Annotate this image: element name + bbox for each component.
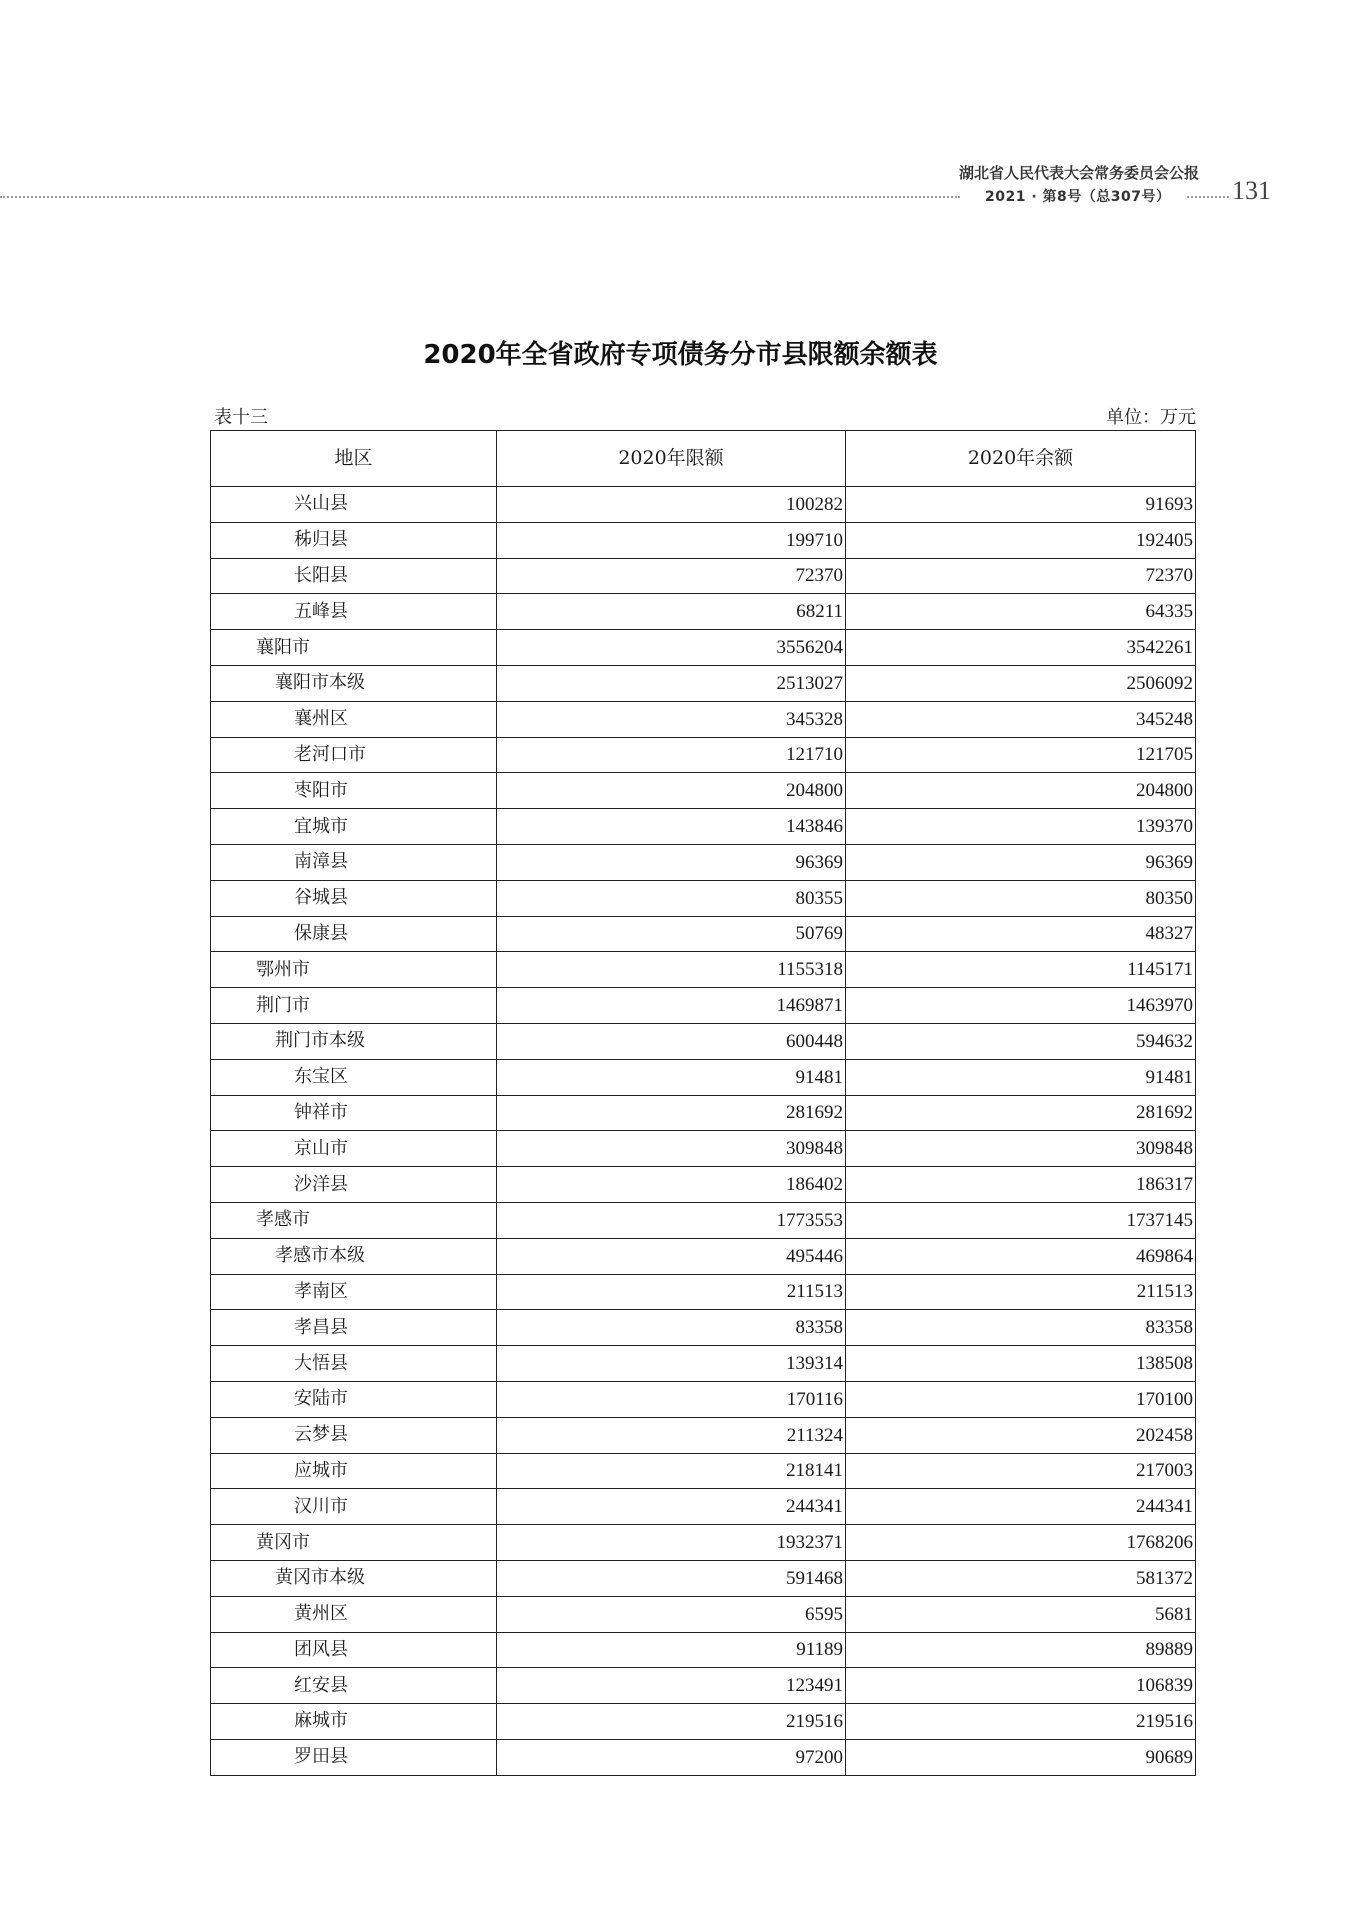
region-cell: 襄阳市 xyxy=(211,630,497,666)
region-cell: 鄂州市 xyxy=(211,952,497,988)
balance-cell: 91693 xyxy=(846,487,1196,523)
balance-cell: 345248 xyxy=(846,701,1196,737)
limit-cell: 211324 xyxy=(497,1417,846,1453)
balance-cell: 217003 xyxy=(846,1453,1196,1489)
table-row xyxy=(211,1346,1196,1382)
region-cell: 五峰县 xyxy=(211,594,497,630)
limit-cell: 600448 xyxy=(497,1023,846,1059)
balance-cell: 1145171 xyxy=(846,952,1196,988)
issue-number: 2021 · 第8号（总307号） xyxy=(985,189,1171,205)
limit-cell: 1155318 xyxy=(497,952,846,988)
region-cell: 沙洋县 xyxy=(211,1167,497,1203)
table-row xyxy=(211,880,1196,916)
table-header xyxy=(211,431,1196,487)
limit-cell: 591468 xyxy=(497,1560,846,1596)
table-row xyxy=(211,1560,1196,1596)
page-number-leader xyxy=(1187,196,1229,198)
region-cell: 秭归县 xyxy=(211,522,497,558)
region-cell: 荆门市 xyxy=(211,988,497,1024)
region-cell: 襄州区 xyxy=(211,701,497,737)
limit-cell: 211513 xyxy=(497,1274,846,1310)
region-cell: 云梦县 xyxy=(211,1417,497,1453)
region-cell: 钟祥市 xyxy=(211,1095,497,1131)
limit-cell: 6595 xyxy=(497,1596,846,1632)
balance-cell: 64335 xyxy=(846,594,1196,630)
limit-cell: 199710 xyxy=(497,522,846,558)
limit-cell: 186402 xyxy=(497,1167,846,1203)
table-row xyxy=(211,1059,1196,1095)
balance-cell: 219516 xyxy=(846,1704,1196,1740)
column-header-limit: 2020年限额 xyxy=(497,431,846,487)
table-row xyxy=(211,487,1196,523)
region-cell: 罗田县 xyxy=(211,1739,497,1775)
region-cell: 汉川市 xyxy=(211,1489,497,1525)
limit-cell: 2513027 xyxy=(497,665,846,701)
limit-cell: 143846 xyxy=(497,809,846,845)
table-row xyxy=(211,1131,1196,1167)
table-unit: 单位：万元 xyxy=(1106,407,1196,428)
table-row xyxy=(211,630,1196,666)
region-cell: 东宝区 xyxy=(211,1059,497,1095)
table-row xyxy=(211,522,1196,558)
region-cell: 团风县 xyxy=(211,1632,497,1668)
page-number: 131 xyxy=(1232,176,1271,205)
region-cell: 黄冈市 xyxy=(211,1525,497,1561)
table-row xyxy=(211,594,1196,630)
table-row xyxy=(211,665,1196,701)
column-header-region: 地区 xyxy=(211,431,497,487)
region-cell: 京山市 xyxy=(211,1131,497,1167)
table-row xyxy=(211,1238,1196,1274)
region-cell: 荆门市本级 xyxy=(211,1023,497,1059)
balance-cell: 594632 xyxy=(846,1023,1196,1059)
balance-cell: 192405 xyxy=(846,522,1196,558)
table-row xyxy=(211,1274,1196,1310)
limit-cell: 244341 xyxy=(497,1489,846,1525)
table-row xyxy=(211,1167,1196,1203)
balance-cell: 121705 xyxy=(846,737,1196,773)
limit-cell: 121710 xyxy=(497,737,846,773)
balance-cell: 211513 xyxy=(846,1274,1196,1310)
balance-cell: 186317 xyxy=(846,1167,1196,1203)
balance-cell: 202458 xyxy=(846,1417,1196,1453)
limit-cell: 219516 xyxy=(497,1704,846,1740)
region-cell: 老河口市 xyxy=(211,737,497,773)
limit-cell: 50769 xyxy=(497,916,846,952)
table-row xyxy=(211,1668,1196,1704)
table-row xyxy=(211,1310,1196,1346)
limit-cell: 3556204 xyxy=(497,630,846,666)
balance-cell: 2506092 xyxy=(846,665,1196,701)
limit-cell: 68211 xyxy=(497,594,846,630)
balance-cell: 138508 xyxy=(846,1346,1196,1382)
region-cell: 宜城市 xyxy=(211,809,497,845)
column-header-balance: 2020年余额 xyxy=(846,431,1196,487)
debt-table xyxy=(210,430,1196,1776)
balance-cell: 5681 xyxy=(846,1596,1196,1632)
limit-cell: 345328 xyxy=(497,701,846,737)
limit-cell: 96369 xyxy=(497,844,846,880)
limit-cell: 100282 xyxy=(497,487,846,523)
limit-cell: 91481 xyxy=(497,1059,846,1095)
balance-cell: 204800 xyxy=(846,773,1196,809)
limit-cell: 281692 xyxy=(497,1095,846,1131)
limit-cell: 495446 xyxy=(497,1238,846,1274)
limit-cell: 170116 xyxy=(497,1381,846,1417)
limit-cell: 72370 xyxy=(497,558,846,594)
table-label: 表十三 xyxy=(214,407,268,428)
balance-cell: 244341 xyxy=(846,1489,1196,1525)
balance-cell: 309848 xyxy=(846,1131,1196,1167)
limit-cell: 218141 xyxy=(497,1453,846,1489)
balance-cell: 469864 xyxy=(846,1238,1196,1274)
table-row xyxy=(211,1632,1196,1668)
balance-cell: 3542261 xyxy=(846,630,1196,666)
table-row xyxy=(211,1023,1196,1059)
limit-cell: 1469871 xyxy=(497,988,846,1024)
balance-cell: 83358 xyxy=(846,1310,1196,1346)
table-body xyxy=(211,487,1196,1776)
balance-cell: 48327 xyxy=(846,916,1196,952)
table-row xyxy=(211,1489,1196,1525)
table-row xyxy=(211,844,1196,880)
region-cell: 大悟县 xyxy=(211,1346,497,1382)
table-row xyxy=(211,737,1196,773)
region-cell: 应城市 xyxy=(211,1453,497,1489)
limit-cell: 97200 xyxy=(497,1739,846,1775)
region-cell: 黄州区 xyxy=(211,1596,497,1632)
table-row xyxy=(211,916,1196,952)
region-cell: 兴山县 xyxy=(211,487,497,523)
region-cell: 红安县 xyxy=(211,1668,497,1704)
region-cell: 孝南区 xyxy=(211,1274,497,1310)
region-cell: 襄阳市本级 xyxy=(211,665,497,701)
region-cell: 安陆市 xyxy=(211,1381,497,1417)
limit-cell: 80355 xyxy=(497,880,846,916)
table-row xyxy=(211,1704,1196,1740)
table-row xyxy=(211,809,1196,845)
balance-cell: 1768206 xyxy=(846,1525,1196,1561)
limit-cell: 91189 xyxy=(497,1632,846,1668)
region-cell: 谷城县 xyxy=(211,880,497,916)
limit-cell: 1773553 xyxy=(497,1202,846,1238)
limit-cell: 83358 xyxy=(497,1310,846,1346)
header-dotted-rule xyxy=(0,196,960,198)
region-cell: 孝感市 xyxy=(211,1202,497,1238)
balance-cell: 1737145 xyxy=(846,1202,1196,1238)
table-row xyxy=(211,1381,1196,1417)
table-row xyxy=(211,1525,1196,1561)
table-row xyxy=(211,1739,1196,1775)
table-row xyxy=(211,1596,1196,1632)
region-cell: 枣阳市 xyxy=(211,773,497,809)
table-row xyxy=(211,988,1196,1024)
balance-cell: 91481 xyxy=(846,1059,1196,1095)
region-cell: 保康县 xyxy=(211,916,497,952)
table-row xyxy=(211,1453,1196,1489)
region-cell: 黄冈市本级 xyxy=(211,1560,497,1596)
table-row xyxy=(211,1202,1196,1238)
balance-cell: 96369 xyxy=(846,844,1196,880)
table-row xyxy=(211,1095,1196,1131)
balance-cell: 89889 xyxy=(846,1632,1196,1668)
balance-cell: 90689 xyxy=(846,1739,1196,1775)
limit-cell: 139314 xyxy=(497,1346,846,1382)
limit-cell: 204800 xyxy=(497,773,846,809)
balance-cell: 72370 xyxy=(846,558,1196,594)
document-title: 2020年全省政府专项债务分市县限额余额表 xyxy=(423,340,938,370)
region-cell: 长阳县 xyxy=(211,558,497,594)
region-cell: 麻城市 xyxy=(211,1704,497,1740)
table-row xyxy=(211,701,1196,737)
table-row xyxy=(211,1417,1196,1453)
limit-cell: 123491 xyxy=(497,1668,846,1704)
balance-cell: 139370 xyxy=(846,809,1196,845)
balance-cell: 80350 xyxy=(846,880,1196,916)
limit-cell: 309848 xyxy=(497,1131,846,1167)
region-cell: 南漳县 xyxy=(211,844,497,880)
region-cell: 孝感市本级 xyxy=(211,1238,497,1274)
balance-cell: 1463970 xyxy=(846,988,1196,1024)
table-row xyxy=(211,952,1196,988)
balance-cell: 281692 xyxy=(846,1095,1196,1131)
region-cell: 孝昌县 xyxy=(211,1310,497,1346)
balance-cell: 581372 xyxy=(846,1560,1196,1596)
header-row xyxy=(211,431,1196,487)
publication-title: 湖北省人民代表大会常务委员会公报 xyxy=(958,164,1199,182)
limit-cell: 1932371 xyxy=(497,1525,846,1561)
balance-cell: 170100 xyxy=(846,1381,1196,1417)
table-row xyxy=(211,558,1196,594)
balance-cell: 106839 xyxy=(846,1668,1196,1704)
table-row xyxy=(211,773,1196,809)
